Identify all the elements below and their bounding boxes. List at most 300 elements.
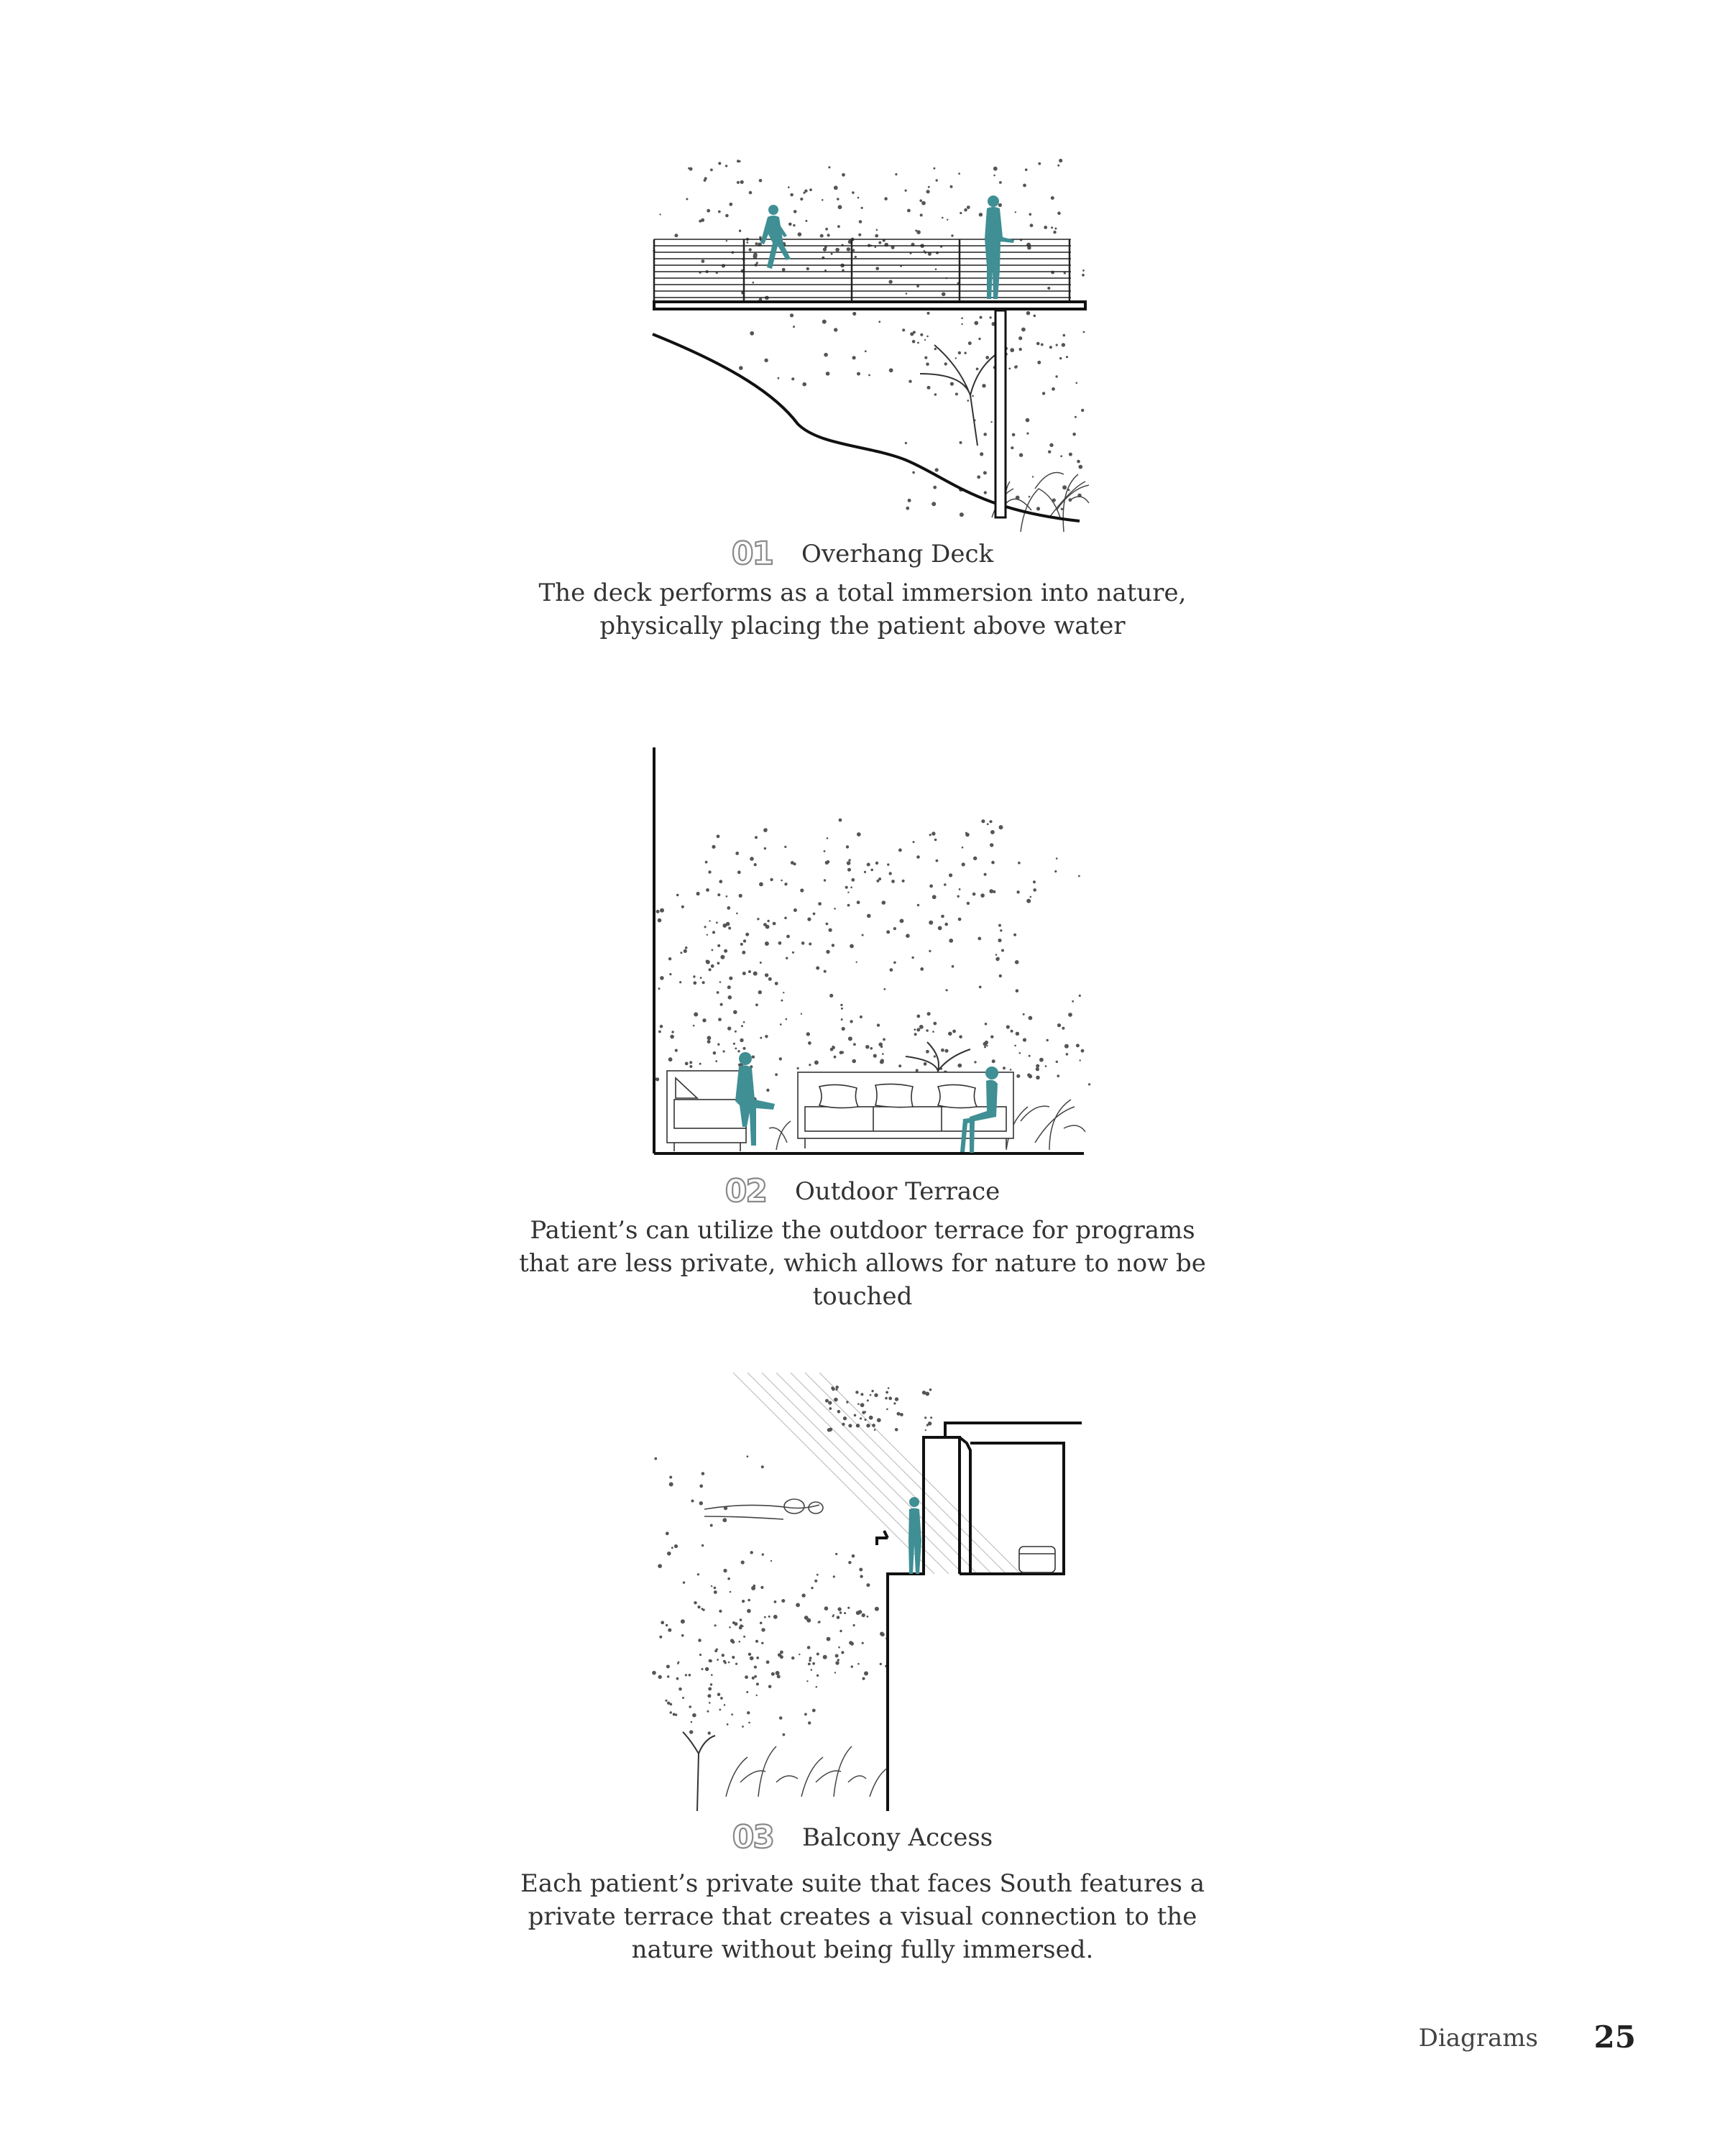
foliage-dot	[859, 220, 862, 224]
foliage-dot	[952, 1030, 956, 1033]
foliage-dot	[1072, 433, 1076, 436]
foliage-dot	[784, 846, 786, 848]
foliage-dot	[838, 1646, 840, 1649]
foliage-dot	[708, 870, 711, 873]
foliage-dot	[972, 893, 976, 896]
foliage-dot	[1029, 1074, 1033, 1079]
foliage-dot	[1072, 1000, 1074, 1003]
foliage-dot	[869, 1416, 873, 1420]
foliage-dot	[950, 382, 954, 386]
foliage-dot	[809, 188, 812, 191]
foliage-dot	[855, 1391, 858, 1393]
foliage-dot	[748, 1722, 750, 1724]
foliage-dot	[674, 234, 678, 237]
foliage-dot	[702, 1472, 705, 1475]
foliage-dot	[719, 1709, 721, 1711]
foliage-dot	[973, 857, 977, 860]
balcony-shrubs	[726, 1746, 888, 1797]
foliage-dot	[699, 220, 702, 223]
foliage-dot	[812, 1709, 816, 1713]
foliage-dot	[990, 843, 993, 847]
foliage-dot	[807, 1646, 811, 1649]
foliage-dot	[835, 1654, 839, 1658]
foliage-dot	[670, 1711, 672, 1713]
foliage-dot	[750, 857, 754, 861]
foliage-dot	[847, 861, 851, 865]
foliage-dot	[868, 374, 870, 377]
foliage-dot	[808, 1663, 811, 1666]
foliage-dot	[732, 1656, 735, 1659]
foliage-dot	[964, 208, 967, 212]
foliage-dot	[968, 341, 972, 345]
foliage-dot	[656, 910, 660, 913]
foliage-dot	[754, 863, 757, 866]
foliage-dot	[725, 214, 729, 218]
foliage-dot	[853, 1043, 856, 1046]
foliage-dot	[985, 356, 989, 359]
foliage-dot	[693, 981, 696, 985]
foliage-dot	[847, 868, 851, 872]
foliage-dot	[1041, 344, 1044, 346]
foliage-dot	[766, 1660, 770, 1664]
foliage-dot	[719, 1610, 722, 1613]
foliage-dot	[699, 1063, 702, 1065]
foliage-dot	[793, 224, 795, 226]
foliage-dot	[802, 382, 806, 387]
foliage-dot	[1054, 228, 1057, 230]
foliage-dot	[722, 1654, 724, 1657]
foliage-dot	[936, 179, 938, 181]
foliage-dot	[980, 316, 983, 319]
foliage-dot	[658, 1675, 662, 1679]
foliage-dot	[1016, 989, 1019, 992]
foliage-dot	[784, 917, 787, 920]
foliage-dot	[944, 923, 948, 926]
foliage-dot	[1026, 418, 1030, 423]
foliage-dot	[974, 1061, 976, 1063]
foliage-dot	[902, 880, 905, 883]
foliage-dot	[750, 1657, 754, 1661]
foliage-dot	[661, 1621, 664, 1624]
foliage-dot	[947, 219, 948, 221]
foliage-dot	[857, 372, 860, 376]
foliage-dot	[780, 1651, 783, 1654]
foliage-dot	[1030, 224, 1034, 227]
foliage-dot	[867, 914, 871, 918]
foliage-dot	[842, 173, 845, 177]
foliage-dot	[833, 1575, 835, 1577]
foliage-dot	[775, 982, 778, 985]
foliage-dot	[745, 1675, 748, 1679]
foliage-dot	[880, 1060, 884, 1064]
foliage-dot	[1014, 1045, 1016, 1047]
foliage-dot	[726, 895, 728, 898]
foliage-dot	[924, 339, 926, 341]
foliage-dot	[827, 234, 830, 236]
foliage-dot	[708, 1731, 711, 1734]
foliage-dot	[840, 1004, 842, 1006]
foliage-dot	[1029, 1016, 1033, 1021]
foliage-dot	[829, 929, 832, 932]
foliage-dot	[839, 819, 842, 822]
foliage-dot	[706, 960, 709, 964]
foliage-dot	[989, 820, 992, 823]
foliage-dot	[998, 924, 1001, 927]
section-01-number: 01	[731, 535, 773, 572]
foliage-dot	[685, 1674, 687, 1676]
foliage-dot	[825, 861, 829, 865]
foliage-dot	[944, 362, 947, 365]
foliage-dot	[746, 241, 748, 244]
foliage-dot	[870, 1047, 873, 1050]
foliage-dot	[982, 384, 985, 387]
foliage-dot	[913, 841, 915, 843]
foliage-dot	[732, 1641, 735, 1644]
foliage-dot	[874, 1393, 878, 1397]
foliage-dot	[834, 1672, 836, 1673]
foliage-dot	[668, 1057, 673, 1061]
foliage-dot	[880, 1663, 882, 1665]
foliage-dot	[906, 934, 910, 938]
deck-railing	[654, 239, 1071, 302]
foliage-dot	[944, 883, 947, 886]
foliage-dot	[669, 973, 671, 975]
foliage-dot	[668, 957, 671, 960]
foliage-dot	[714, 1587, 717, 1590]
foliage-dot	[834, 908, 836, 910]
foliage-dot	[990, 421, 992, 423]
foliage-dot	[961, 323, 962, 325]
foliage-dot	[776, 1671, 780, 1675]
foliage-dot	[862, 1613, 865, 1617]
foliage-dot	[1047, 287, 1050, 290]
foliage-dot	[723, 1569, 727, 1572]
foliage-dot	[816, 1674, 819, 1677]
foliage-dot	[658, 1564, 662, 1568]
foliage-dot	[852, 1554, 855, 1558]
foliage-dot	[895, 1397, 898, 1401]
ottoman-icon	[1019, 1547, 1055, 1572]
foliage-dot	[959, 888, 961, 890]
foliage-dot	[917, 904, 919, 906]
foliage-dot	[1026, 433, 1029, 435]
foliage-dot	[1056, 344, 1058, 346]
foliage-dot	[689, 1730, 693, 1733]
foliage-dot	[1025, 168, 1028, 171]
foliage-dot	[781, 1599, 785, 1603]
foliage-dot	[660, 1025, 663, 1028]
foliage-dot	[905, 442, 907, 444]
foliage-dot	[884, 197, 888, 201]
foliage-dot	[711, 1585, 712, 1587]
foliage-dot	[978, 937, 981, 941]
foliage-dot	[857, 900, 860, 904]
foliage-dot	[788, 186, 790, 188]
foliage-dot	[770, 1560, 772, 1562]
foliage-dot	[882, 900, 886, 905]
foliage-dot	[825, 228, 828, 231]
foliage-dot	[893, 927, 896, 930]
foliage-dot	[791, 1657, 794, 1659]
foliage-dot	[778, 377, 780, 379]
foliage-dot	[867, 1616, 869, 1618]
foliage-dot	[768, 1616, 770, 1618]
foliage-dot	[855, 256, 857, 258]
foliage-dot	[832, 1614, 834, 1616]
foliage-dot	[1030, 896, 1032, 898]
foliage-dot	[865, 1045, 869, 1049]
foliage-dot	[934, 348, 937, 350]
foliage-dot	[731, 1713, 733, 1715]
deck-support-column	[995, 310, 1006, 517]
foliage-dot	[827, 837, 829, 839]
foliage-dot	[1081, 409, 1084, 412]
foliage-dot	[852, 1059, 856, 1064]
foliage-dot	[715, 1060, 717, 1062]
foliage-dot	[827, 1637, 831, 1641]
foliage-dot	[999, 975, 1002, 977]
foliage-dot	[749, 248, 752, 251]
foliage-dot	[902, 328, 905, 331]
foliage-dot	[927, 1012, 931, 1015]
foliage-dot	[941, 1049, 944, 1052]
foliage-dot	[1015, 211, 1016, 213]
foliage-dot	[912, 340, 916, 344]
foliage-dot	[830, 1048, 834, 1051]
foliage-dot	[689, 1065, 692, 1068]
foliage-dot	[1016, 890, 1019, 893]
foliage-dot	[932, 1031, 934, 1033]
foliage-dot	[763, 923, 767, 926]
foliage-dot	[752, 1056, 755, 1059]
foliage-dot	[980, 893, 985, 898]
foliage-dot	[964, 352, 966, 354]
foliage-dot	[878, 321, 880, 323]
foliage-dot	[1044, 226, 1047, 229]
foliage-dot	[689, 1061, 692, 1064]
foliage-dot	[1011, 446, 1013, 449]
foliage-dot	[713, 1051, 717, 1055]
foliage-dot	[978, 338, 980, 340]
foliage-dot	[816, 1653, 819, 1656]
foliage-dot	[1053, 231, 1056, 234]
foliage-dot	[1076, 1044, 1080, 1047]
foliage-dot	[1021, 328, 1026, 332]
foliage-dot	[916, 1028, 920, 1031]
foliage-dot	[1018, 862, 1021, 865]
foliage-dot	[848, 1036, 852, 1041]
foliage-dot	[823, 1655, 827, 1659]
foliage-dot	[875, 247, 877, 249]
foliage-dot	[857, 832, 861, 837]
foliage-dot	[798, 232, 802, 236]
foliage-dot	[718, 162, 721, 165]
foliage-dot	[883, 988, 886, 990]
foliage-dot	[716, 921, 718, 923]
foliage-dot	[1062, 485, 1067, 489]
foliage-dot	[814, 1061, 819, 1065]
foliage-dot	[999, 825, 1003, 829]
section-03-number: 03	[732, 1819, 773, 1856]
foliage-dot	[727, 985, 731, 989]
foliage-dot	[949, 873, 952, 877]
foliage-dot	[831, 253, 833, 255]
foliage-dot	[759, 179, 763, 183]
foliage-dot	[851, 878, 855, 882]
section-03-title: Balcony Access	[802, 1823, 993, 1852]
foliage-dot	[717, 1044, 719, 1046]
foliage-dot	[1056, 857, 1058, 860]
section-01-caption	[0, 533, 1725, 576]
foliage-dot	[826, 950, 829, 954]
cushion-icon	[819, 1084, 977, 1107]
foliage-dot	[809, 1064, 811, 1066]
foliage-dot	[673, 1713, 676, 1716]
foliage-dot	[926, 1029, 929, 1032]
foliage-dot	[704, 179, 707, 182]
foliage-dot	[920, 967, 924, 971]
foliage-dot	[1059, 159, 1062, 162]
foliage-dot	[919, 199, 922, 202]
foliage-dot	[684, 949, 687, 953]
foliage-dot	[837, 1410, 841, 1414]
foliage-dot	[1081, 1049, 1085, 1053]
foliage-dot	[740, 943, 743, 946]
foliage-dot	[957, 895, 960, 898]
foliage-dot	[875, 267, 879, 270]
foliage-dot	[864, 871, 866, 873]
foliage-dot	[873, 1054, 877, 1058]
foliage-dot	[658, 987, 661, 990]
foliage-dot	[979, 986, 982, 989]
foliage-dot	[981, 819, 985, 823]
foliage-dot	[806, 1032, 810, 1036]
foliage-dot	[800, 198, 803, 201]
foliage-dot	[1019, 1052, 1021, 1054]
foliage-dot	[927, 386, 931, 390]
foliage-dot	[1079, 995, 1081, 997]
foliage-dot	[692, 1713, 696, 1718]
foliage-dot	[834, 1056, 837, 1059]
foliage-dot	[755, 836, 758, 839]
foliage-dot	[967, 400, 969, 402]
foliage-dot	[980, 452, 983, 456]
foliage-dot	[742, 951, 745, 954]
foliage-dot	[987, 823, 989, 825]
foliage-dot	[866, 1583, 870, 1587]
foliage-dot	[685, 1062, 689, 1066]
foliage-dot	[880, 1046, 883, 1048]
page-number: 25	[1593, 2019, 1636, 2055]
section-03-caption	[0, 1816, 1725, 1859]
foliage-dot	[1051, 196, 1054, 200]
foliage-dot	[1078, 875, 1080, 877]
foliage-dot	[912, 471, 915, 474]
tree-icon	[920, 345, 999, 446]
section-02-description: Patient’s can utilize the outdoor terrace for programs that are less private, which allows for nature to now be touched	[519, 1216, 1206, 1311]
foliage-dot	[702, 981, 705, 984]
foliage-dot	[865, 1419, 867, 1421]
foliage-dot	[765, 941, 769, 946]
foliage-dot	[907, 209, 911, 213]
foliage-dot	[837, 225, 840, 228]
foliage-dot	[767, 920, 769, 922]
foliage-dot	[908, 499, 911, 502]
foliage-dot	[924, 356, 927, 359]
foliage-dot	[779, 1716, 783, 1720]
foliage-dot	[1049, 443, 1053, 447]
foliage-dot	[727, 1723, 729, 1726]
foliage-dot	[1018, 336, 1022, 340]
foliage-dot	[660, 976, 664, 980]
foliage-dot	[958, 172, 960, 175]
outdoor-terrace-illustration	[632, 740, 1092, 1171]
foliage-dot	[674, 1544, 678, 1548]
foliage-dot	[676, 894, 679, 897]
foliage-dot	[723, 1050, 725, 1052]
foliage-dot	[865, 350, 867, 352]
foliage-dot	[808, 1041, 811, 1045]
foliage-dot	[895, 173, 897, 175]
foliage-dot	[952, 965, 954, 968]
foliage-dot	[804, 1616, 809, 1620]
foliage-dot	[765, 828, 767, 830]
foliage-dot	[746, 1691, 748, 1693]
foliage-dot	[728, 927, 731, 930]
foliage-dot	[979, 213, 983, 216]
foliage-dot	[1063, 334, 1066, 337]
foliage-dot	[824, 879, 826, 881]
foliage-dot	[711, 1674, 713, 1676]
foliage-dot	[913, 331, 916, 333]
foliage-dot	[735, 1663, 737, 1665]
foliage-dot	[958, 351, 961, 354]
foliage-dot	[814, 1580, 817, 1583]
foliage-dot	[1061, 508, 1063, 510]
foliage-dot	[694, 1601, 696, 1604]
foliage-dot	[856, 962, 857, 963]
foliage-dot	[666, 1531, 669, 1535]
foliage-dot	[739, 1641, 741, 1643]
foliage-dot	[1045, 1065, 1047, 1067]
foliage-dot	[857, 197, 860, 199]
foliage-dot	[771, 1672, 775, 1676]
foliage-dot	[882, 1053, 884, 1055]
foliage-dot	[958, 918, 962, 921]
foliage-dot	[732, 1621, 735, 1624]
foliage-dot	[1013, 934, 1016, 936]
foliage-dot	[788, 223, 792, 226]
foliage-dot	[707, 1694, 711, 1697]
foliage-dot	[846, 845, 849, 848]
foliage-dot	[747, 1711, 750, 1714]
foliage-dot	[716, 1649, 718, 1651]
foliage-dot	[697, 1606, 700, 1608]
foliage-dot	[816, 967, 819, 970]
foliage-dot	[717, 991, 719, 994]
foliage-dot	[726, 922, 730, 926]
foliage-dot	[1023, 184, 1026, 188]
branch-sketch	[704, 1499, 823, 1519]
foliage-dot	[1003, 1067, 1006, 1069]
foliage-dot	[921, 201, 926, 206]
foliage-dot	[1064, 272, 1066, 274]
foliage-dot	[850, 944, 854, 949]
foliage-dot	[825, 1399, 829, 1403]
foliage-dot	[824, 850, 826, 852]
foliage-dot	[959, 1035, 962, 1038]
foliage-dot	[967, 206, 970, 209]
